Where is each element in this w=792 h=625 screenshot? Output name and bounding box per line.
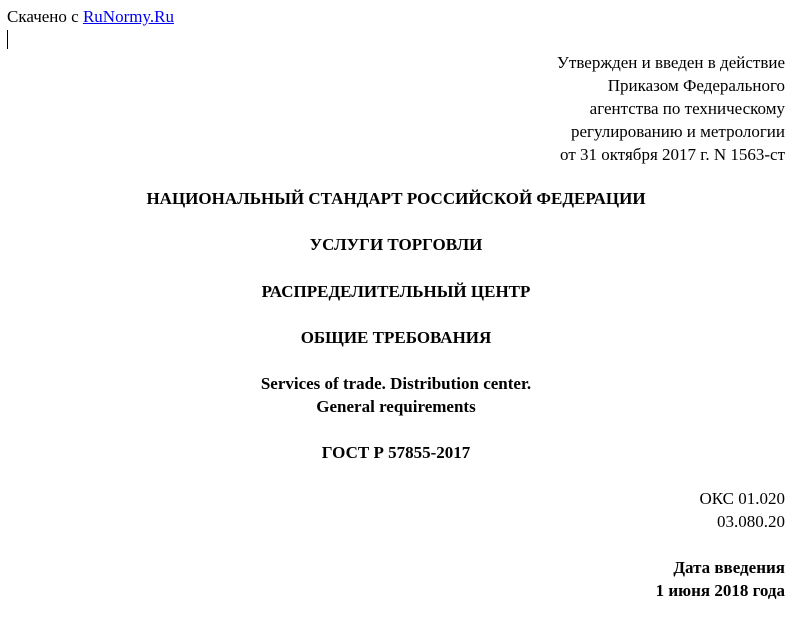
english-title-line-1: Services of trade. Distribution center. xyxy=(260,374,532,393)
oks-code-1: ОКС 01.020 xyxy=(699,489,785,508)
national-standard-heading: НАЦИОНАЛЬНЫЙ СТАНДАРТ РОССИЙСКОЙ ФЕДЕРАЦИИ xyxy=(146,189,646,208)
english-title-line-2: General requirements xyxy=(316,397,476,416)
text-cursor xyxy=(7,30,8,49)
approval-line-3: агентства по техническому xyxy=(589,99,785,118)
introduction-date-label: Дата введения xyxy=(673,558,785,577)
standard-title-line-2: РАСПРЕДЕЛИТЕЛЬНЫЙ ЦЕНТР xyxy=(261,282,531,301)
standard-title-line-1: УСЛУГИ ТОРГОВЛИ xyxy=(309,235,483,254)
english-title xyxy=(0,372,792,418)
approval-line-2: Приказом Федерального xyxy=(607,76,785,95)
approval-line-4: регулированию и метрологии xyxy=(570,122,785,141)
source-prefix: Скачено с xyxy=(7,7,83,26)
introduction-date-value: 1 июня 2018 года xyxy=(655,581,785,600)
oks-codes xyxy=(699,487,785,533)
standard-designation: ГОСТ Р 57855-2017 xyxy=(321,443,471,462)
source-line xyxy=(7,7,174,27)
approval-block xyxy=(285,51,785,166)
oks-code-2: 03.080.20 xyxy=(717,512,785,531)
introduction-date-block xyxy=(656,556,785,602)
approval-line-1: Утвержден и введен в действие xyxy=(556,53,785,72)
standard-title-line-3: ОБЩИЕ ТРЕБОВАНИЯ xyxy=(300,328,492,347)
source-link[interactable]: RuNormy.Ru xyxy=(82,7,174,26)
approval-line-5: от 31 октября 2017 г. N 1563-ст xyxy=(560,145,785,164)
